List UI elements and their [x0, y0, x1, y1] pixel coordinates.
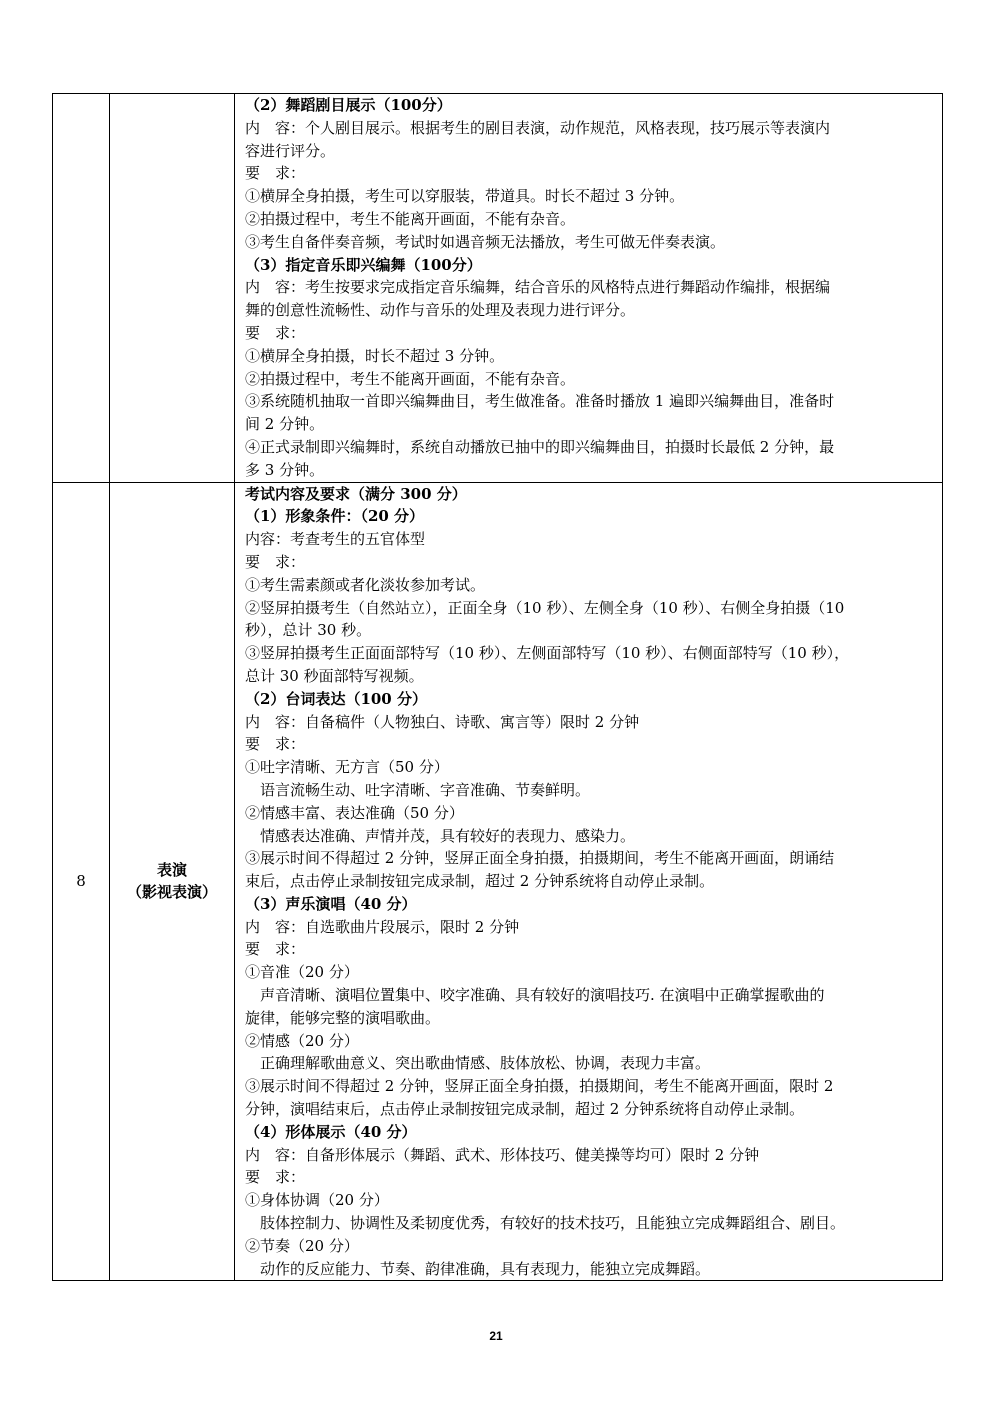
- content-line: 声音清晰、演唱位置集中、咬字准确、具有较好的演唱技巧. 在演唱中正确掌握歌曲的: [260, 986, 825, 1005]
- section-heading: （4）形体展示（40 分）: [245, 1122, 417, 1141]
- content-lines: [245, 94, 937, 482]
- content-line: 多 3 分钟。: [245, 460, 325, 479]
- content-line: 肢体控制力、协调性及柔韧度优秀，有较好的技术技巧，且能独立完成舞蹈组合、剧目。: [260, 1214, 846, 1233]
- category-label: 表演: [156, 861, 187, 880]
- content-line: ③展示时间不得超过 2 分钟，竖屏正面全身拍摄，拍摄期间，考生不能离开画面，朗诵结: [245, 849, 835, 868]
- content-line: 要 求：: [245, 323, 306, 342]
- content-line: 内 容：考生按要求完成指定音乐编舞，结合音乐的风格特点进行舞蹈动作编排，根据编: [245, 278, 831, 297]
- category-cell: [110, 94, 235, 483]
- content-line: 内 容：个人剧目展示。根据考生的剧目表演，动作规范，风格表现，技巧展示等表演内: [245, 118, 831, 137]
- category-cell: [110, 482, 235, 1281]
- row-number-cell: [53, 482, 110, 1281]
- content-line: ②拍摄过程中，考生不能离开画面，不能有杂音。: [245, 369, 576, 388]
- content-line: ③展示时间不得超过 2 分钟，竖屏正面全身拍摄，拍摄期间，考生不能离开画面，限时 2: [245, 1077, 834, 1096]
- content-line: ①身体协调（20 分）: [245, 1191, 389, 1210]
- row-number: 8: [76, 872, 86, 891]
- row-number-cell: [53, 94, 110, 483]
- content-line: ②节奏（20 分）: [245, 1236, 359, 1255]
- exam-requirements-table: [52, 93, 943, 1281]
- content-lines: [245, 483, 937, 1281]
- content-line: 正确理解歌曲意义、突出歌曲情感、肢体放松、协调，表现力丰富。: [260, 1054, 711, 1073]
- content-line: ②拍摄过程中，考生不能离开画面，不能有杂音。: [245, 209, 576, 228]
- content-line: ①音准（20 分）: [245, 963, 359, 982]
- content-line: 舞的创意性流畅性、动作与音乐的处理及表现力进行评分。: [245, 301, 636, 320]
- section-heading: 考试内容及要求（满分 300 分）: [245, 484, 467, 503]
- content-line: ③系统随机抽取一首即兴编舞曲目，考生做准备。准备时播放 1 遍即兴编舞曲目，准备时: [245, 392, 835, 411]
- content-line: 要 求：: [245, 1168, 306, 1187]
- content-line: 总计 30 秒面部特写视频。: [245, 666, 424, 685]
- content-cell: [235, 482, 943, 1281]
- category-sublabel: （影视表演）: [126, 883, 217, 902]
- page-number: 21: [489, 1329, 503, 1343]
- content-line: 分钟，演唱结束后，点击停止录制按钮完成录制，超过 2 分钟系统将自动停止录制。: [245, 1100, 805, 1119]
- content-line: 内 容：自备形体展示（舞蹈、武术、形体技巧、健美操等均可）限时 2 分钟: [245, 1145, 760, 1164]
- content-line: ④正式录制即兴编舞时，系统自动播放已抽中的即兴编舞曲目，拍摄时长最低 2 分钟，最: [245, 437, 835, 456]
- content-line: 情感表达准确、声情并茂，具有较好的表现力、感染力。: [260, 826, 636, 845]
- table-row: [53, 482, 943, 1281]
- content-line: ①吐字清晰、无方言（50 分）: [245, 758, 449, 777]
- section-heading: （2）舞蹈剧目展示（100分）: [245, 96, 452, 114]
- section-heading: （1）形象条件：（20 分）: [245, 507, 425, 526]
- content-line: ②情感丰富、表达准确（50 分）: [245, 803, 464, 822]
- content-line: ①考生需素颜或者化淡妆参加考试。: [245, 575, 486, 594]
- content-line: 要 求：: [245, 164, 306, 183]
- content-line: ②情感（20 分）: [245, 1031, 359, 1050]
- content-line: ①横屏全身拍摄，考生可以穿服装，带道具。时长不超过 3 分钟。: [245, 187, 685, 206]
- content-line: ①横屏全身拍摄，时长不超过 3 分钟。: [245, 346, 505, 365]
- content-line: 要 求：: [245, 735, 306, 754]
- section-heading: （2）台词表达（100 分）: [245, 689, 427, 708]
- section-heading: （3）声乐演唱（40 分）: [245, 894, 417, 913]
- content-line: 内 容：自选歌曲片段展示，限时 2 分钟: [245, 917, 520, 936]
- content-line: ②竖屏拍摄考生（自然站立），正面全身（10 秒）、左侧全身（10 秒）、右侧全身拍摄（10: [245, 598, 845, 617]
- content-line: 内容：考查考生的五官体型: [245, 530, 426, 549]
- content-line: 语言流畅生动、吐字清晰、字音准确、节奏鲜明。: [260, 780, 591, 799]
- content-line: ③竖屏拍摄考生正面面部特写（10 秒）、左侧面部特写（10 秒）、右侧面部特写（10 秒），: [245, 644, 850, 663]
- content-line: ③考生自备伴奏音频，考试时如遇音频无法播放，考生可做无伴奏表演。: [245, 232, 726, 251]
- content-line: 束后，点击停止录制按钮完成录制，超过 2 分钟系统将自动停止录制。: [245, 872, 715, 891]
- table-row: [53, 94, 943, 483]
- content-line: 旋律，能够完整的演唱歌曲。: [245, 1008, 441, 1027]
- content-line: 容进行评分。: [245, 141, 336, 160]
- content-line: 要 求：: [245, 940, 306, 959]
- content-line: 秒），总计 30 秒。: [245, 621, 372, 640]
- content-line: 要 求：: [245, 552, 306, 571]
- content-line: 内 容：自备稿件（人物独白、诗歌、寓言等）限时 2 分钟: [245, 712, 640, 731]
- content-line: 间 2 分钟。: [245, 415, 325, 434]
- content-cell: [235, 94, 943, 483]
- section-heading: （3）指定音乐即兴编舞（100分）: [245, 255, 482, 274]
- content-line: 动作的反应能力、节奏、韵律准确，具有表现力，能独立完成舞蹈。: [260, 1259, 711, 1278]
